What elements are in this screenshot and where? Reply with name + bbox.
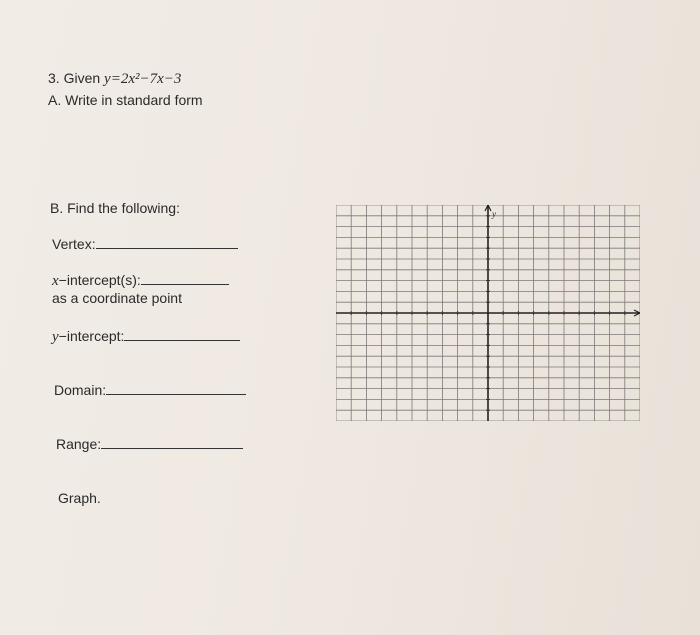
- graph-label: Graph.: [58, 490, 101, 506]
- range-label: Range:: [56, 436, 102, 452]
- domain-row: [54, 382, 246, 398]
- x-intercept-row: [52, 272, 229, 290]
- domain-label: Domain:: [54, 382, 107, 398]
- y-variable: y: [52, 329, 59, 345]
- range-answer-line[interactable]: [101, 447, 243, 449]
- x-intercept-answer-line[interactable]: [141, 283, 229, 285]
- y-axis-label: y: [492, 209, 496, 219]
- vertex-label: Vertex:: [52, 236, 96, 252]
- vertex-answer-line[interactable]: [96, 247, 238, 249]
- y-intercept-label: −intercept:: [58, 328, 125, 344]
- question-number: 3.: [48, 70, 60, 86]
- y-intercept-row: [52, 328, 240, 346]
- given-label: Given: [63, 70, 101, 86]
- y-intercept-answer-line[interactable]: [124, 339, 240, 341]
- part-b-label: B. Find the following:: [50, 200, 180, 216]
- given-equation: y=2x²−7x−3: [104, 71, 182, 87]
- domain-answer-line[interactable]: [106, 393, 246, 395]
- part-a-label: A. Write in standard form: [48, 92, 203, 108]
- x-intercept-label: −intercept(s):: [58, 272, 141, 288]
- coordinate-grid[interactable]: [336, 205, 640, 421]
- range-row: [56, 436, 243, 452]
- x-variable: x: [52, 273, 59, 289]
- question-header: [48, 70, 181, 88]
- x-intercept-note: as a coordinate point: [52, 290, 182, 306]
- vertex-row: [52, 236, 238, 252]
